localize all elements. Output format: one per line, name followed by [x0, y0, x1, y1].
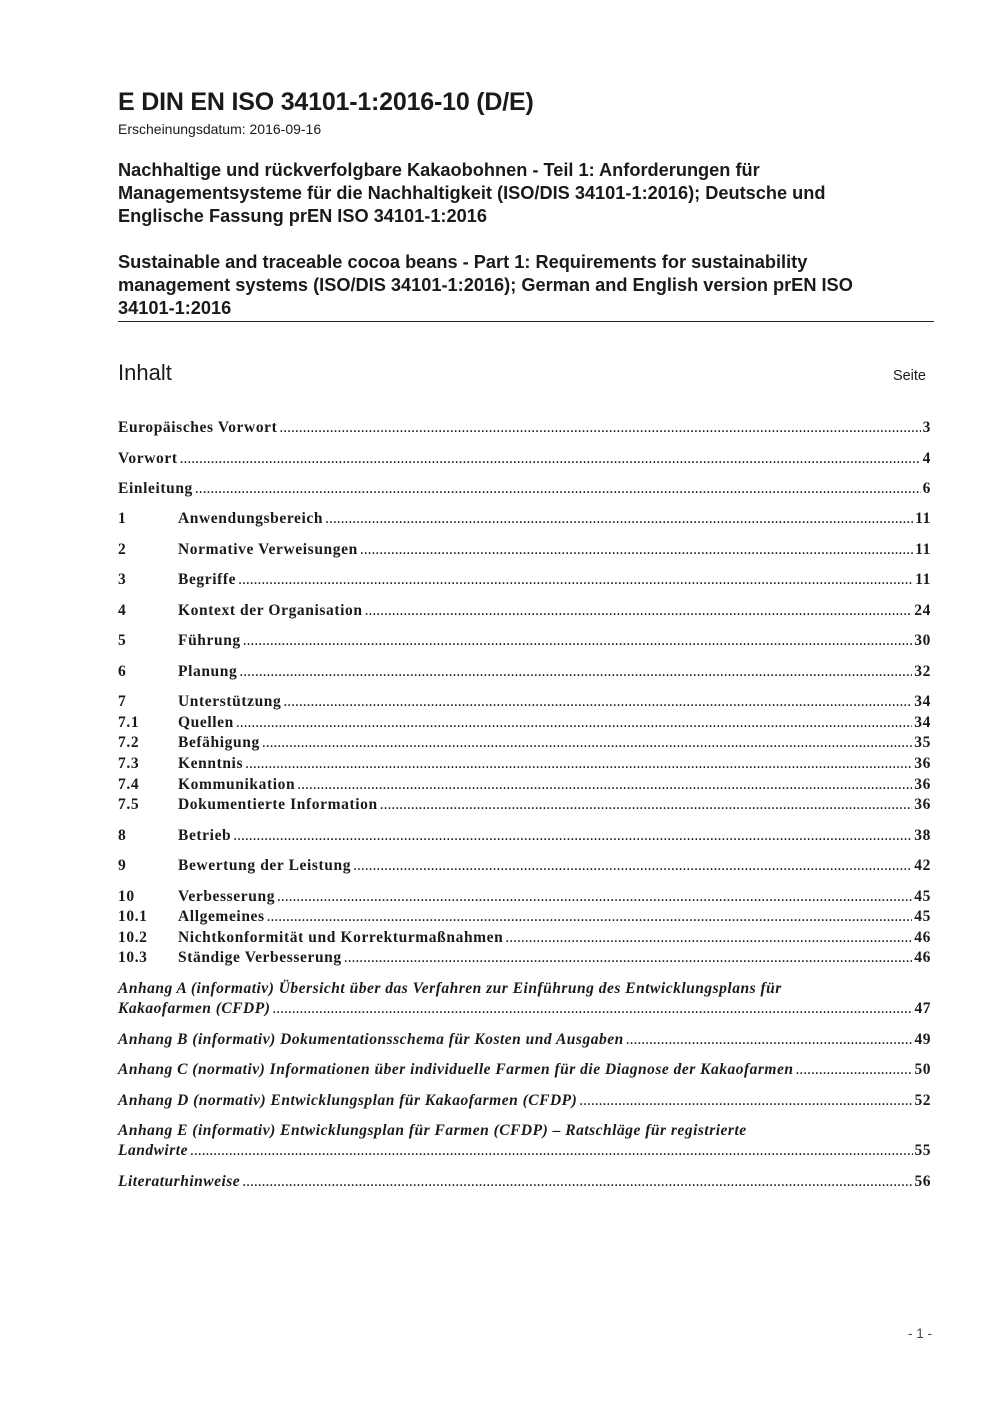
toc-entry-label: Führung [178, 632, 241, 649]
toc-annex-entry[interactable] [118, 979, 931, 1019]
toc-entry-label: Einleitung [118, 480, 193, 497]
toc-annex-entry[interactable] [118, 1060, 931, 1080]
toc-annex-page: 52 [914, 1092, 931, 1109]
toc-entry-label: Verbesserung [178, 888, 276, 905]
toc-entry-number: 7.4 [118, 776, 140, 793]
toc-entry-page: 38 [914, 827, 931, 844]
english-title-line: 34101-1:2016 [118, 298, 232, 318]
toc-dot-leader [195, 479, 921, 499]
toc-entry-page: 36 [914, 796, 931, 813]
toc-entry-page: 42 [914, 857, 931, 874]
toc-entry[interactable] [118, 692, 931, 712]
toc-entry-label: Betrieb [178, 827, 232, 844]
toc-annex-label: Anhang C (normativ) Informationen über individuelle Farmen für die Diagnose der Kakaofarmen [118, 1061, 794, 1078]
toc-dot-leader [297, 775, 912, 795]
german-title [118, 159, 938, 228]
toc-entry-label: Kontext der Organisation [178, 602, 363, 619]
toc-annex-title-line: Anhang E (informativ) Entwicklungsplan für Farmen (CFDP) – Ratschläge für registrierte [118, 1122, 747, 1139]
toc-dot-leader [579, 1091, 912, 1111]
toc-entry-page: 3 [922, 419, 931, 436]
toc-entry-page: 4 [922, 450, 931, 467]
toc-entry-label: Bewertung der Leistung [178, 857, 352, 874]
toc-entry-page: 36 [914, 755, 931, 772]
toc-entry-label: Quellen [178, 714, 234, 731]
release-date: Erscheinungsdatum: 2016-09-16 [118, 121, 322, 137]
toc-entry-number: 7.1 [118, 714, 140, 731]
toc-entry-page: 46 [914, 929, 931, 946]
toc-annex-page: 47 [914, 1000, 931, 1017]
toc-dot-leader [236, 713, 912, 733]
toc-entry-number: 8 [118, 827, 127, 844]
toc-dot-leader [365, 601, 913, 621]
toc-entry-label: Befähigung [178, 734, 260, 751]
toc-entry-number: 10.2 [118, 929, 148, 946]
toc-dot-leader [795, 1060, 912, 1080]
toc-entry-label: Dokumentierte Information [178, 796, 378, 813]
toc-dot-leader [283, 692, 912, 712]
toc-dot-leader [262, 733, 912, 753]
document-id: E DIN EN ISO 34101-1:2016-10 (D/E) [118, 88, 534, 116]
toc-annex-last-line [118, 1141, 931, 1161]
toc-entry[interactable] [118, 601, 931, 621]
toc-entry-page: 35 [914, 734, 931, 751]
toc-entry-number: 3 [118, 571, 127, 588]
toc-entry[interactable] [118, 631, 931, 651]
toc-dot-leader [242, 1172, 912, 1192]
toc-annex-entry[interactable] [118, 1172, 931, 1192]
toc-entry[interactable] [118, 795, 931, 815]
toc-entry-label: Europäisches Vorwort [118, 419, 278, 436]
toc-entry-number: 10 [118, 888, 135, 905]
toc-entry-number: 7.5 [118, 796, 140, 813]
toc-dot-leader [279, 418, 920, 438]
toc-entry[interactable] [118, 449, 931, 469]
toc-entry-label: Anwendungsbereich [178, 510, 324, 527]
german-title-line: Englische Fassung prEN ISO 34101-1:2016 [118, 206, 487, 226]
toc-annex-last-line [118, 1030, 931, 1050]
toc-entry[interactable] [118, 418, 931, 438]
toc-annex-last-line [118, 1091, 931, 1111]
toc-entry[interactable] [118, 775, 931, 795]
toc-entry-page: 30 [914, 632, 931, 649]
toc-annex-entry[interactable] [118, 1121, 931, 1161]
toc-entry[interactable] [118, 479, 931, 499]
toc-dot-leader [243, 631, 913, 651]
toc-entry-number: 10.1 [118, 908, 148, 925]
toc-entry[interactable] [118, 826, 931, 846]
toc-entry-label: Normative Verweisungen [178, 541, 358, 558]
toc-entry-label: Planung [178, 663, 238, 680]
english-title-line: management systems (ISO/DIS 34101-1:2016); German and English version prEN ISO [118, 275, 853, 295]
toc-annex-page: 49 [914, 1031, 931, 1048]
toc-entry-number: 6 [118, 663, 127, 680]
toc-entry[interactable] [118, 662, 931, 682]
toc-annex-last-line [118, 999, 931, 1019]
toc-dot-leader [180, 449, 921, 469]
toc-annex-last-line [118, 1172, 931, 1192]
toc-entry-number: 7.3 [118, 755, 140, 772]
toc-entry-number: 2 [118, 541, 127, 558]
page-number: - 1 - [907, 1326, 932, 1341]
toc-entry-page: 34 [914, 693, 931, 710]
toc-entry-number: 9 [118, 857, 127, 874]
toc-entry-label: Ständige Verbesserung [178, 949, 342, 966]
toc-dot-leader [245, 754, 912, 774]
toc-entry[interactable] [118, 540, 931, 560]
toc-entry-page: 24 [914, 602, 931, 619]
toc-page-column-label: Seite [892, 368, 926, 384]
toc-entry[interactable] [118, 733, 931, 753]
toc-entry[interactable] [118, 509, 931, 529]
toc-entry-label: Unterstützung [178, 693, 282, 710]
toc-entry-number: 10.3 [118, 949, 148, 966]
toc-entry-label: Allgemeines [178, 908, 265, 925]
toc-entry-page: 45 [914, 888, 931, 905]
toc-heading: Inhalt [118, 360, 172, 385]
toc-entry-label: Kenntnis [178, 755, 244, 772]
toc-dot-leader [505, 928, 912, 948]
toc-dot-leader [239, 662, 912, 682]
toc-entry-number: 5 [118, 632, 127, 649]
toc-entry[interactable] [118, 713, 931, 733]
toc-entry-page: 36 [914, 776, 931, 793]
toc-entry-page: 11 [915, 541, 931, 558]
title-divider [118, 321, 934, 322]
toc-entry-page: 34 [914, 714, 931, 731]
toc-entry-label: Kommunikation [178, 776, 296, 793]
toc-entry-page: 46 [914, 949, 931, 966]
toc-entry-label: Vorwort [118, 450, 178, 467]
toc-dot-leader [277, 887, 912, 907]
toc-dot-leader [267, 907, 913, 927]
toc-entry-page: 11 [915, 510, 931, 527]
toc-annex-page: 55 [914, 1142, 931, 1159]
toc-dot-leader [380, 795, 913, 815]
toc-annex-entry[interactable] [118, 1030, 931, 1050]
toc-annex-entry[interactable] [118, 1091, 931, 1111]
toc-dot-leader [238, 570, 913, 590]
toc-dot-leader [325, 509, 913, 529]
toc-entry-number: 4 [118, 602, 127, 619]
toc-dot-leader [344, 948, 913, 968]
english-title [118, 251, 938, 320]
toc-entry-page: 11 [915, 571, 931, 588]
toc-annex-label: Kakaofarmen (CFDP) [118, 1000, 271, 1017]
toc-entry[interactable] [118, 754, 931, 774]
toc-entry-label: Nichtkonformität und Korrekturmaßnahmen [178, 929, 504, 946]
german-title-line: Managementsysteme für die Nachhaltigkeit (ISO/DIS 34101-1:2016); Deutsche und [118, 183, 826, 203]
toc-annex-label: Landwirte [118, 1142, 188, 1159]
toc-dot-leader [233, 826, 912, 846]
toc-annex-title-line: Anhang A (informativ) Übersicht über das Verfahren zur Einführung des Entwicklungsplans für [118, 980, 782, 997]
toc-annex-label: Literaturhinweise [118, 1173, 241, 1190]
toc-annex-page: 56 [914, 1173, 931, 1190]
toc-entry[interactable] [118, 948, 931, 968]
toc-entry[interactable] [118, 928, 931, 948]
toc-dot-leader [272, 999, 912, 1019]
toc-entry[interactable] [118, 907, 931, 927]
toc-entry-number: 7 [118, 693, 127, 710]
toc-entry[interactable] [118, 887, 931, 907]
toc-entry-page: 45 [914, 908, 931, 925]
german-title-line: Nachhaltige und rückverfolgbare Kakaobohnen - Teil 1: Anforderungen für [118, 160, 760, 180]
toc-entry-number: 7.2 [118, 734, 140, 751]
toc-entry-number: 1 [118, 510, 127, 527]
toc-entry[interactable] [118, 856, 931, 876]
toc-dot-leader [626, 1030, 913, 1050]
toc-annex-last-line [118, 1060, 931, 1080]
toc-annex-label: Anhang B (informativ) Dokumentationsschema für Kosten und Ausgaben [118, 1031, 624, 1048]
toc-annex-label: Anhang D (normativ) Entwicklungsplan für Kakaofarmen (CFDP) [118, 1092, 578, 1109]
toc-entry[interactable] [118, 570, 931, 590]
toc-dot-leader [353, 856, 912, 876]
toc-dot-leader [360, 540, 913, 560]
toc-dot-leader [190, 1141, 913, 1161]
toc-entry-page: 6 [922, 480, 931, 497]
toc-entry-label: Begriffe [178, 571, 237, 588]
english-title-line: Sustainable and traceable cocoa beans - Part 1: Requirements for sustainability [118, 252, 808, 272]
toc-annex-page: 50 [914, 1061, 931, 1078]
toc-entry-page: 32 [914, 663, 931, 680]
